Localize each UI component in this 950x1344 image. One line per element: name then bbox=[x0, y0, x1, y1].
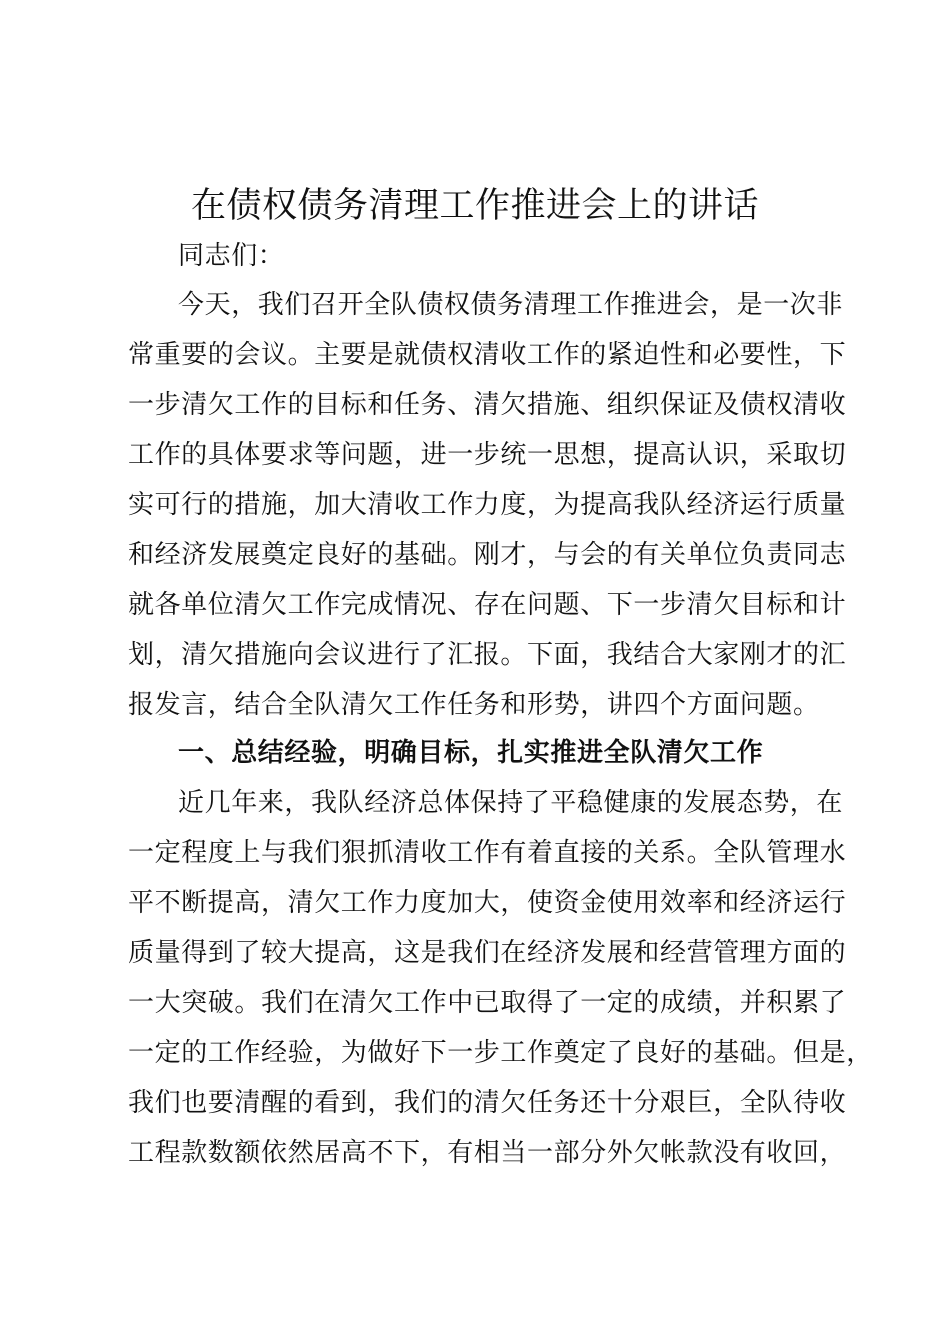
paragraph-line: 一大突破。我们在清欠工作中已取得了一定的成绩，并积累了 bbox=[128, 988, 847, 1018]
document-title: 在债权债务清理工作推进会上的讲话 bbox=[190, 186, 759, 226]
paragraph-line: 工作的具体要求等问题，进一步统一思想，提高认识，采取切 bbox=[128, 440, 847, 470]
paragraph-line: 我们也要清醒的看到，我们的清欠任务还十分艰巨，全队待收 bbox=[128, 1088, 847, 1118]
paragraph-line: 划，清欠措施向会议进行了汇报。下面，我结合大家刚才的汇 bbox=[128, 640, 847, 670]
paragraph-line: 近几年来，我队经济总体保持了平稳健康的发展态势，在 bbox=[178, 788, 844, 818]
paragraph-line: 实可行的措施，加大清收工作力度，为提高我队经济运行质量 bbox=[128, 490, 847, 520]
paragraph-line: 常重要的会议。主要是就债权清收工作的紧迫性和必要性，下 bbox=[128, 340, 847, 370]
paragraph-line: 平不断提高，清欠工作力度加大，使资金使用效率和经济运行 bbox=[128, 888, 847, 918]
paragraph-line: 一步清欠工作的目标和任务、清欠措施、组织保证及债权清收 bbox=[128, 390, 847, 420]
paragraph-line: 质量得到了较大提高，这是我们在经济发展和经营管理方面的 bbox=[128, 938, 847, 968]
paragraph-line: 一定的工作经验，为做好下一步工作奠定了良好的基础。但是， bbox=[128, 1038, 873, 1068]
paragraph-line: 就各单位清欠工作完成情况、存在问题、下一步清欠目标和计 bbox=[128, 590, 847, 620]
paragraph-line: 报发言，结合全队清欠工作任务和形势，讲四个方面问题。 bbox=[128, 690, 820, 720]
salutation: 同志们： bbox=[178, 241, 285, 271]
paragraph-line: 工程款数额依然居高不下，有相当一部分外欠帐款没有收回， bbox=[128, 1138, 847, 1168]
paragraph-line: 今天，我们召开全队债权债务清理工作推进会，是一次非 bbox=[178, 290, 844, 320]
paragraph-line: 和经济发展奠定良好的基础。刚才，与会的有关单位负责同志 bbox=[128, 540, 847, 570]
paragraph-line: 一定程度上与我们狠抓清收工作有着直接的关系。全队管理水 bbox=[128, 838, 847, 868]
section-heading: 一、总结经验，明确目标，扎实推进全队清欠工作 bbox=[178, 738, 764, 768]
